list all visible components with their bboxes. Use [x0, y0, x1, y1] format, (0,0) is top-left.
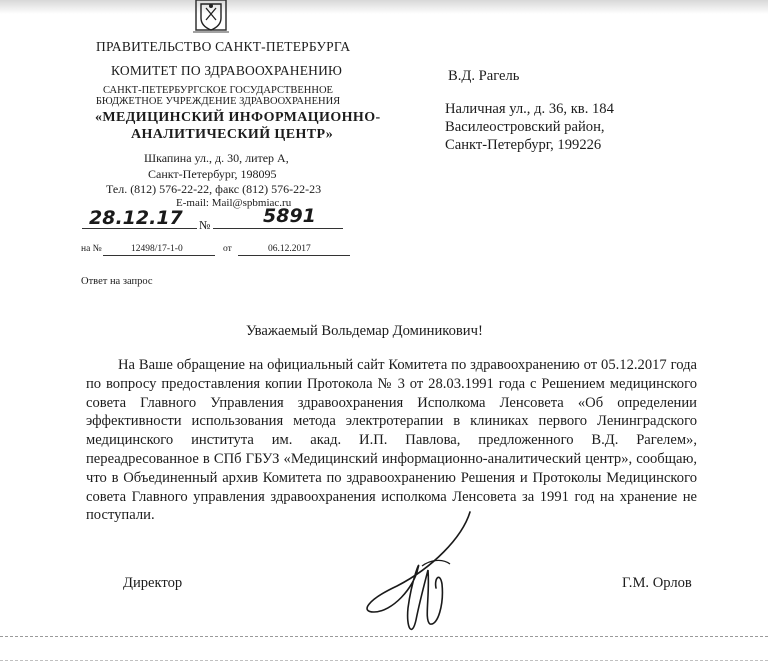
scan-shadow: [0, 0, 768, 14]
ref-number: 12498/17-1-0: [131, 244, 183, 254]
greeting: Уважаемый Вольдемар Доминикович!: [246, 323, 483, 339]
ref-label: на №: [81, 244, 102, 254]
sender-address-city: Санкт-Петербург, 198095: [148, 167, 277, 181]
ref-date: 06.12.2017: [268, 244, 311, 254]
ref-date-underline: [238, 255, 350, 256]
ref-from-label: от: [223, 244, 232, 254]
date-underline: [82, 228, 197, 229]
handwritten-date: 28.12.17: [89, 207, 183, 229]
sender-phone: Тел. (812) 576-22-22, факс (812) 576-22-23: [106, 182, 322, 196]
reply-label: Ответ на запрос: [81, 276, 153, 287]
ref-number-underline: [103, 255, 215, 256]
signer-name: Г.М. Орлов: [622, 575, 692, 591]
number-underline: [213, 228, 343, 229]
center-name-line1: «МЕДИЦИНСКИЙ ИНФОРМАЦИОННО-: [95, 110, 381, 125]
scan-dash-line: [0, 660, 768, 661]
sender-address-street: Шкапина ул., д. 30, литер А,: [144, 151, 289, 165]
coat-of-arms-emblem: [193, 0, 229, 34]
government-title: ПРАВИТЕЛЬСТВО САНКТ-ПЕТЕРБУРГА: [96, 39, 351, 54]
institution-type-line1: САНКТ-ПЕТЕРБУРГСКОЕ ГОСУДАРСТВЕННОЕ: [103, 85, 333, 96]
recipient-address-street: Наличная ул., д. 36, кв. 184: [445, 101, 614, 117]
number-label: №: [199, 218, 211, 232]
letter-paragraph: На Ваше обращение на официальный сайт Комитета по здравоохранению от 05.12.2017 года по вопросу предоставления копии Протокола № 3 от 28.03.1991 года с Решением медицинского совета Главного Управления здравоохранения Исполкома Ленсовета «Об определении эффективности использования метода электротерапии в клиниках первого Ленинградского медицинского института им. акад. И.П. Павлова, предложенного В.Д. Рагелем», переадресованное в СПб ГБУЗ «Медицинский информационно-аналитический центр», сообщаю, что в Объединенный архив Комитета по здравоохранению Решения и Протоколы Медицинского совета Главного управления здравоохранения исполкома Ленсовета за 1991 год на хранение не поступали.: [86, 357, 697, 524]
signer-title: Директор: [123, 575, 183, 591]
institution-type-line2: БЮДЖЕТНОЕ УЧРЕЖДЕНИЕ ЗДРАВООХРАНЕНИЯ: [95, 96, 341, 107]
committee-title: КОМИТЕТ ПО ЗДРАВООХРАНЕНИЮ: [111, 63, 343, 78]
handwritten-signature: [352, 508, 482, 643]
recipient-address-district: Василеостровский район,: [445, 119, 605, 135]
recipient-address-city: Санкт-Петербург, 199226: [445, 137, 602, 153]
recipient-name: В.Д. Рагель: [448, 68, 520, 84]
center-name-line2: АНАЛИТИЧЕСКИЙ ЦЕНТР»: [131, 127, 334, 142]
handwritten-number: 5891: [263, 205, 316, 227]
sender-email: E-mail: Mail@spbmiac.ru: [176, 197, 292, 209]
letter-body: [86, 356, 697, 525]
scan-dash-line: [0, 636, 768, 637]
